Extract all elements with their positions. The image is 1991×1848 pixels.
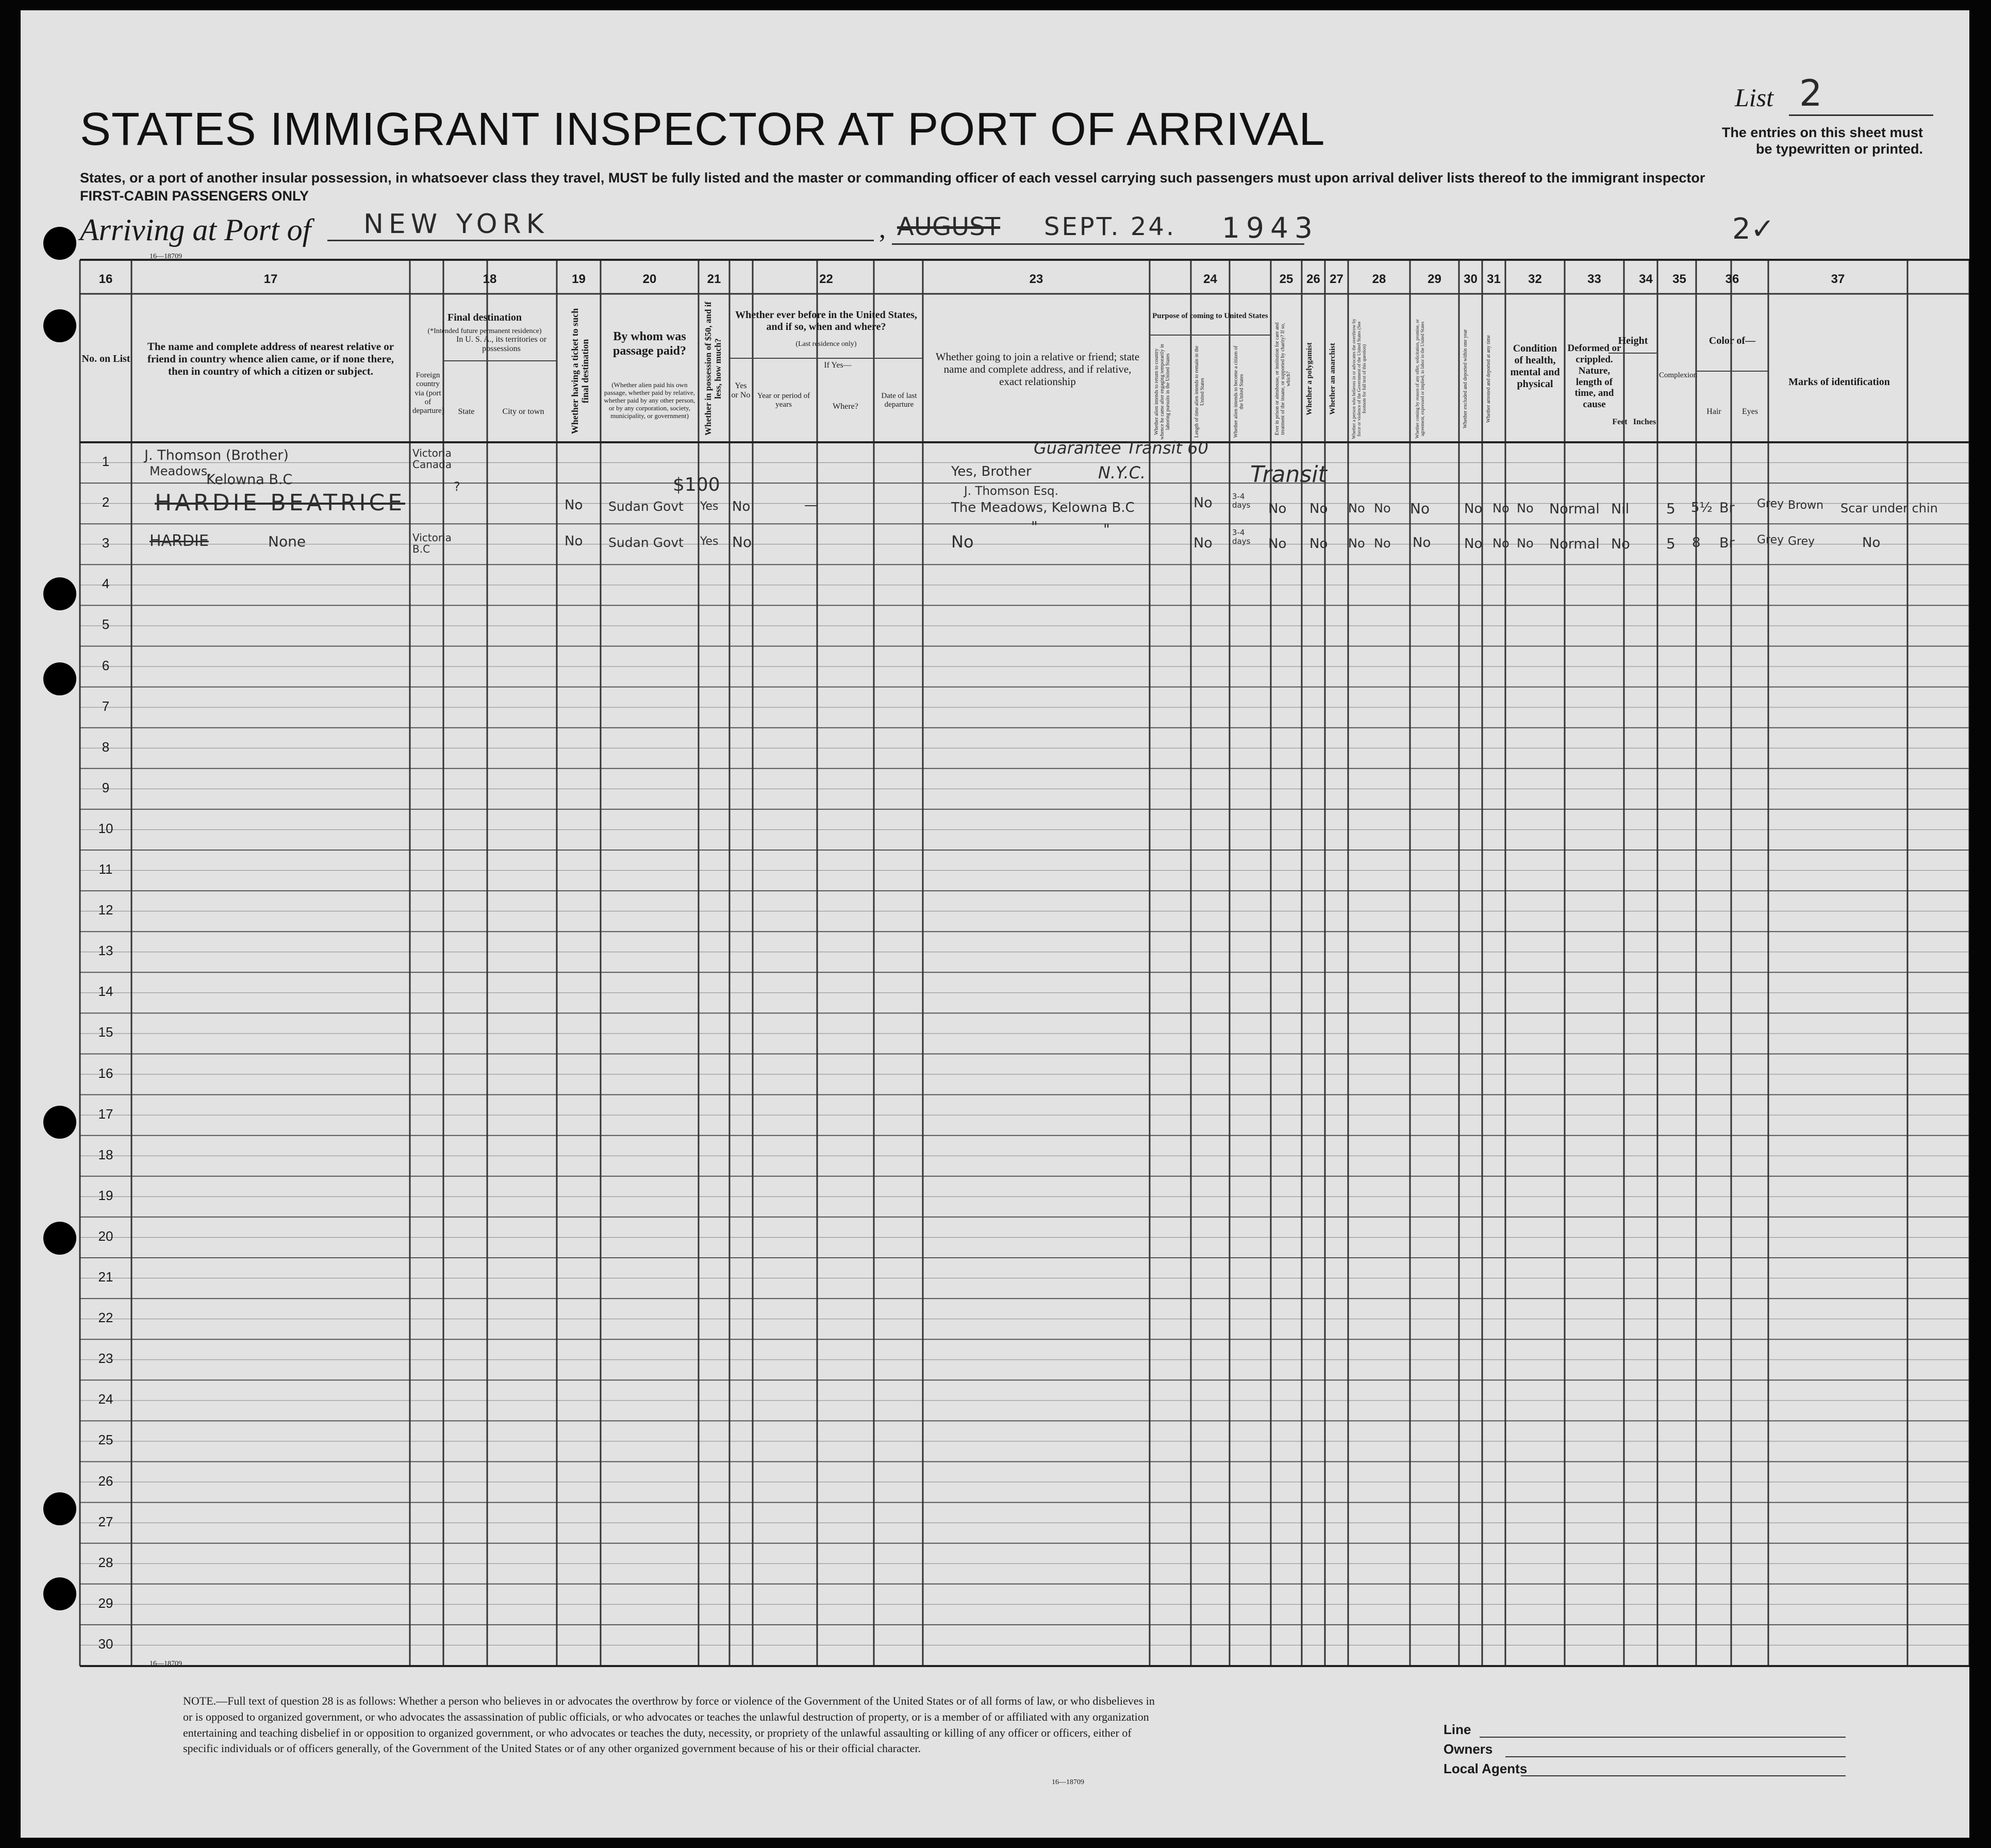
row2-q28: No — [1413, 535, 1431, 551]
row2-ditto-2: " — [1103, 521, 1110, 538]
row1-eyes: Brown — [1788, 499, 1824, 512]
row-number: 13 — [98, 943, 113, 959]
header-height: Height — [1618, 335, 1648, 346]
row2-q30: No — [1492, 536, 1509, 551]
header-state: State — [458, 407, 475, 416]
col-num-27: 27 — [1330, 272, 1343, 286]
col-num-26: 26 — [1306, 272, 1320, 286]
header-purpose-length: Length of time alien intends to remain in the United States — [1194, 345, 1205, 438]
list-number: 2 — [1789, 72, 1933, 116]
row-number: 14 — [98, 984, 113, 1000]
col-num-31: 31 — [1487, 272, 1501, 286]
row1-name: HARDIE BEATRICE — [155, 490, 406, 516]
header-q30: Whether excluded and deported within one year — [1463, 329, 1468, 429]
row1-length: 3-4 days — [1232, 492, 1251, 510]
row-number: 4 — [102, 576, 110, 592]
arrival-year: 1943 — [1222, 211, 1319, 244]
row2-ditto-1: " — [1031, 518, 1038, 535]
row2-deformed: No — [1611, 536, 1630, 552]
row-number: 27 — [98, 1513, 113, 1529]
col-num-34: 34 — [1639, 272, 1653, 286]
row-number: 2 — [102, 494, 110, 510]
header-health: Condition of health, mental and physical — [1510, 343, 1560, 390]
header-purpose-return: Whether alien intends to return to country whence he came after engaging temporarily in laboring pursuits in the United States — [1154, 344, 1171, 440]
header-money: Whether in possession of $50, and if less, how much? — [703, 302, 723, 436]
header-no-on-list: No. on List — [81, 353, 130, 364]
row-number: 23 — [98, 1351, 113, 1367]
row2-health: Normal — [1549, 536, 1600, 552]
row1-relative-line3: Kelowna B.C — [206, 472, 293, 488]
header-ticket: Whether having a ticket to such final destination — [570, 308, 590, 435]
header-q31: Whether arrested and deported at any time — [1486, 335, 1491, 423]
row-number: 10 — [98, 820, 113, 836]
row-number: 7 — [102, 698, 110, 714]
header-passage-paid: By whom was passage paid? — [612, 330, 687, 358]
row2-eyes: Grey — [1788, 535, 1815, 548]
header-last-residence: (Last residence only) — [795, 340, 857, 348]
row-number: 9 — [102, 779, 110, 795]
header-deformed: Deformed or crippled. Nature, length of time, and cause — [1567, 343, 1621, 410]
row1-join-note2: N.Y.C. — [1098, 463, 1146, 482]
row2-prison: No — [1309, 536, 1328, 552]
row1-money: Yes — [700, 500, 719, 513]
row1-inches: 5½ — [1691, 500, 1713, 515]
row-number: 19 — [98, 1187, 113, 1203]
header-purpose: Purpose of coming to United States — [1152, 312, 1268, 320]
row2-relative: None — [268, 533, 306, 550]
row-number: 6 — [102, 657, 110, 673]
row-number: 21 — [98, 1269, 113, 1285]
col-num-36: 36 — [1725, 272, 1739, 286]
form-number-bottom: 16—18709 — [150, 1660, 182, 1668]
page-title: STATES IMMIGRANT INSPECTOR AT PORT OF ARRIVAL — [80, 104, 1325, 155]
row2-inches: 8 — [1692, 535, 1701, 551]
header-final-destination-note: (*Intended future permanent residence) — [427, 327, 542, 335]
col-num-25: 25 — [1279, 272, 1293, 286]
row-number: 30 — [98, 1636, 113, 1652]
row1-feet: 5 — [1666, 500, 1675, 517]
row-number: 12 — [98, 902, 113, 918]
row-number: 26 — [98, 1473, 113, 1489]
row2-purpose: No — [1193, 535, 1213, 551]
footnote-question-28: NOTE.—Full text of question 28 is as follows: Whether a person who believes in or advocates the overthrow by force or violence of the Government of the United States or of all forms of law, or who disbelieves in or is opposed to organized government, or who advocates the assassination of public officials, or who advocates or teaches the unlawful destruction of property, or is a member of or affiliated with any organization entertaining and teaching disbelief in or opposition to organized government, or who advocates or teaches the duty, necessity, or propriety of the unlawful assaulting or killing of any officer or officers, either of specific individuals or of officers generally, of the Government of the United States or of any other organized government because of his or their official character. — [183, 1694, 1155, 1755]
manifest-sheet — [21, 10, 1969, 1838]
header-purpose-citizen: Whether alien intends to become a citizen of the United States — [1233, 345, 1245, 438]
row1-relative-line1: J. Thomson (Brother) — [144, 447, 289, 463]
row-number: 24 — [98, 1391, 113, 1407]
col-num-32: 32 — [1528, 272, 1542, 286]
header-date-departure: Date of last departure — [881, 392, 917, 409]
header-prison: Ever in prison or almshouse, or institution for care and treatment of the insane, or supported by charity? If so, which? — [1274, 322, 1291, 436]
header-eyes: Eyes — [1741, 407, 1758, 416]
row-number: 8 — [102, 739, 110, 755]
row1-purpose: No — [1193, 495, 1213, 511]
typewritten-notice-2: be typewritten or printed. — [1755, 141, 1923, 157]
header-before-in-us: Whether ever before in the United States, and if so, when and where? — [735, 309, 917, 332]
list-label: List — [1735, 83, 1774, 112]
header-polygamist: Whether a polygamist — [1305, 342, 1314, 415]
row-number: 3 — [102, 535, 110, 551]
col-num-19: 19 — [572, 272, 586, 286]
row1-health: Normal — [1549, 501, 1600, 517]
typewritten-notice: The entries on this sheet must — [1721, 125, 1923, 140]
header-anarchist: Whether an anarchist — [1329, 343, 1337, 415]
header-city: City or town — [502, 407, 544, 416]
col-num-37: 37 — [1831, 272, 1845, 286]
col-num-17: 17 — [263, 272, 278, 286]
arrival-date: SEPT. 24. — [1044, 212, 1176, 241]
row1-q28: No — [1410, 500, 1430, 517]
row1-join-line3: The Meadows, Kelowna B.C — [951, 500, 1135, 515]
row-number: 17 — [98, 1106, 113, 1122]
footer-local-agents-label: Local Agents — [1444, 1761, 1528, 1776]
row1-state-mark: ? — [454, 479, 460, 494]
col-num-22: 22 — [819, 272, 833, 286]
col-num-16: 16 — [98, 272, 113, 286]
footer-owners-label: Owners — [1444, 1741, 1493, 1757]
header-inches: Inches — [1633, 418, 1656, 426]
row1-paid-by: Sudan Govt — [608, 499, 684, 514]
row2-paid-by: Sudan Govt — [608, 535, 684, 550]
row1-money-amount: $100 — [673, 474, 720, 495]
row2-ticket: No — [565, 534, 583, 549]
comma: , — [879, 214, 886, 244]
row1-ticket: No — [565, 497, 583, 513]
header-where: Where? — [833, 402, 858, 411]
col-num-35: 35 — [1672, 272, 1686, 286]
row2-citizen: No — [1268, 536, 1287, 552]
intro-line: States, or a port of another insular possession, in whatsoever class they travel, MUST be fully listed and the master or commanding officer of each vessel carrying such passengers must upon arrival deliver lists thereof to the immigrant inspector — [80, 170, 1705, 186]
footer-line-label: Line — [1444, 1722, 1471, 1737]
col-num-33: 33 — [1587, 272, 1601, 286]
row1-period: — — [804, 497, 818, 513]
col-num-18: 18 — [483, 272, 497, 286]
row1-join-note: Guarantee Transit 60 — [1034, 438, 1208, 458]
row-number: 1 — [102, 454, 110, 469]
header-foreign-country: Foreign country via (port of departure) — [412, 371, 444, 415]
row-number: 18 — [98, 1146, 113, 1162]
row2-join: No — [951, 532, 974, 552]
row-number: 11 — [98, 861, 113, 877]
col-num-29: 29 — [1428, 272, 1441, 286]
header-q28: Whether a person who believes in or advocates the overthrow by force or violence of the Government of the United States (See footnote for full text of this question) — [1351, 319, 1367, 439]
col-num-21: 21 — [707, 272, 721, 286]
row1-before: No — [732, 499, 751, 514]
form-number: 16—18709 — [150, 253, 182, 260]
header-if-yes: If Yes— — [824, 361, 852, 370]
intro-line-first-cabin: FIRST-CABIN PASSENGERS ONLY — [80, 188, 309, 204]
row2-money: Yes — [700, 535, 719, 548]
header-q29: Whether coming by reason of any offer, solicitation, promise, or agreement, expressed or implied, to labor in the United States — [1415, 319, 1425, 439]
header-relative-address: The name and complete address of nearest relative or friend in country whence alien came, or if none there, then in country of which a citizen or subject. — [147, 340, 394, 378]
row1-polygamist: No — [1348, 501, 1365, 515]
row-number: 29 — [98, 1595, 113, 1611]
row2-anarchist: No — [1374, 536, 1391, 551]
col-num-28: 28 — [1372, 272, 1386, 286]
row1-citizen: No — [1268, 501, 1287, 517]
row2-q29: No — [1464, 536, 1483, 552]
row-number: 22 — [98, 1310, 113, 1326]
row1-q29: No — [1464, 501, 1483, 517]
row2-feet: 5 — [1666, 535, 1675, 552]
row-number: 15 — [98, 1024, 113, 1040]
form-number-footer: 16—18709 — [1052, 1778, 1084, 1786]
col-num-20: 20 — [642, 272, 657, 286]
arriving-label: Arriving at Port of — [80, 213, 311, 247]
header-final-destination: Final destination — [447, 312, 522, 323]
row1-transit-note: Transit — [1250, 461, 1327, 488]
row2-polygamist: No — [1348, 536, 1365, 551]
row2-before: No — [732, 534, 752, 551]
row1-deformed: Nil — [1611, 501, 1630, 517]
row1-hair: Grey — [1757, 497, 1784, 510]
row1-q31: No — [1517, 501, 1534, 515]
row2-complexion: Br — [1719, 535, 1735, 551]
row1-join-line2: J. Thomson Esq. — [964, 485, 1058, 498]
row2-name: HARDIE — [150, 532, 209, 550]
header-complexion: Complexion — [1659, 371, 1698, 379]
row2-q31: No — [1517, 536, 1534, 551]
row1-marks: Scar under chin — [1840, 501, 1938, 515]
row1-join-line1: Yes, Brother — [951, 464, 1032, 479]
header-period: Year or period of years — [757, 392, 810, 409]
port-name: NEW YORK — [327, 209, 874, 241]
check-mark: 2✓ — [1732, 212, 1775, 246]
row1-foreign: Victoria Canada — [412, 447, 452, 471]
row-number: 16 — [98, 1065, 113, 1081]
row-number: 20 — [98, 1228, 113, 1244]
header-marks: Marks of identification — [1788, 376, 1890, 388]
header-passage-note: (Whether alien paid his own passage, whether paid by relative, whether paid by any other person, or by any corporation, society, municipality, or government) — [604, 381, 695, 420]
header-join-relative: Whether going to join a relative or friend; state name and complete address, and if relative, exact relationship — [935, 351, 1140, 388]
header-hair: Hair — [1706, 407, 1721, 416]
header-yes-no: Yes or No — [731, 381, 751, 400]
header-feet: Feet — [1612, 418, 1628, 426]
col-num-24: 24 — [1203, 272, 1217, 286]
row1-prison: No — [1309, 501, 1328, 517]
row2-length: 3-4 days — [1232, 528, 1251, 546]
row2-foreign: Victoria B.C — [412, 531, 452, 555]
row1-relative-line2: Meadows, — [150, 464, 211, 478]
row2-hair: Grey — [1757, 534, 1784, 546]
row2-marks: No — [1862, 535, 1881, 551]
row-number: 25 — [98, 1432, 113, 1448]
row1-complexion: Br — [1719, 500, 1735, 516]
row1-anarchist: No — [1374, 501, 1391, 515]
month-struck: AUGUST — [897, 212, 1001, 241]
row1-q30: No — [1492, 501, 1509, 515]
col-num-30: 30 — [1464, 272, 1478, 286]
row-number: 5 — [102, 617, 110, 632]
header-usa: In U. S. A., its territories or possessions — [456, 335, 547, 354]
col-num-23: 23 — [1029, 272, 1043, 286]
header-color: Color of— — [1708, 335, 1756, 346]
row-number: 28 — [98, 1554, 113, 1570]
